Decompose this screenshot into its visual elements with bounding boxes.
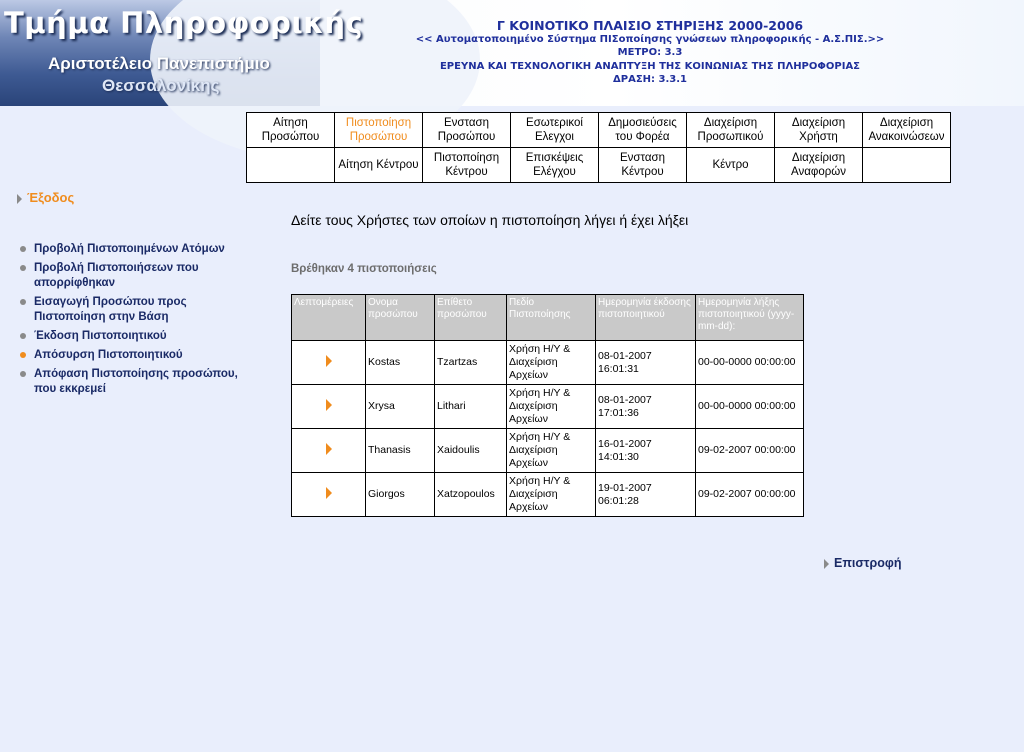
page-title: Δείτε τους Χρήστες των οποίων η πιστοποίηση λήγει ή έχει λήξει <box>291 212 689 228</box>
last-name-cell: Tzartzas <box>435 341 507 385</box>
details-cell[interactable] <box>292 473 366 517</box>
details-cell[interactable] <box>292 429 366 473</box>
sidebar-item-add-person[interactable]: Εισαγωγή Προσώπου προς Πιστοποίηση στην Βάση <box>20 295 240 325</box>
menu-center[interactable]: Κέντρο <box>687 148 775 183</box>
issue-date-cell: 08-01-2007 17:01:36 <box>596 385 696 429</box>
logo-city: Θεσσαλονίκης <box>102 76 220 95</box>
department-logo <box>0 0 364 106</box>
menu-audit-visits[interactable]: Επισκέψεις Ελέγχου <box>511 148 599 183</box>
sidebar-item-withdraw-certificate[interactable]: Απόσυρση Πιστοποιητικού <box>20 348 240 363</box>
details-arrow-icon[interactable] <box>326 443 332 455</box>
menu-announcements-management[interactable]: Διαχείριση Ανακοινώσεων <box>863 113 951 148</box>
expiry-date-cell: 00-00-0000 00:00:00 <box>696 341 804 385</box>
expiry-date-cell: 00-00-0000 00:00:00 <box>696 385 804 429</box>
first-name-cell: Thanasis <box>366 429 435 473</box>
bullet-icon <box>20 246 26 252</box>
menu-center-certification[interactable]: Πιστοποίηση Κέντρου <box>423 148 511 183</box>
menu-empty-cell <box>247 148 335 183</box>
menu-person-objection[interactable]: Ενσταση Προσώπου <box>423 113 511 148</box>
table-row <box>292 385 804 429</box>
bullet-icon <box>20 371 26 377</box>
research-title: ΕΡΕΥΝΑ ΚΑΙ ΤΕΧΝΟΛΟΓΙΚΗ ΑΝΑΠΤΥΞΗ ΤΗΣ ΚΟΙΝΩΝΙΑΣ ΤΗΣ ΠΛΗΡΟΦΟΡΙΑΣ <box>439 60 861 72</box>
column-header: Πεδίο Πιστοποίησης <box>507 295 596 341</box>
column-header: Λεπτομέρειες <box>292 295 366 341</box>
menu-center-objection[interactable]: Ενσταση Κέντρου <box>599 148 687 183</box>
table-row <box>292 429 804 473</box>
arrow-right-icon <box>824 559 829 569</box>
details-arrow-icon[interactable] <box>326 355 332 367</box>
first-name-cell: Giorgos <box>366 473 435 517</box>
back-label: Επιστροφή <box>834 556 902 570</box>
arrow-right-icon <box>17 194 22 204</box>
menu-reports-management[interactable]: Διαχείριση Αναφορών <box>775 148 863 183</box>
results-count: Βρέθηκαν 4 πιστοποιήσεις <box>291 263 437 275</box>
back-link[interactable] <box>824 556 901 570</box>
sidebar-item-pending-decision[interactable]: Απόφαση Πιστοποίησης προσώπου, που εκκρεμεί <box>20 367 240 397</box>
field-cell: Χρήση Η/Υ & Διαχείριση Αρχείων <box>507 429 596 473</box>
expiry-date-cell: 09-02-2007 00:00:00 <box>696 429 804 473</box>
action: ΔΡΑΣΗ: 3.3.1 <box>613 74 687 85</box>
menu-person-application[interactable]: Αίτηση Προσώπου <box>247 113 335 148</box>
issue-date-cell: 19-01-2007 06:01:28 <box>596 473 696 517</box>
details-arrow-icon[interactable] <box>326 487 332 499</box>
issue-date-cell: 16-01-2007 14:01:30 <box>596 429 696 473</box>
program-info <box>370 19 930 87</box>
sidebar-item-issue-certificate[interactable]: Έκδοση Πιστοποιητικού <box>20 329 240 344</box>
column-header: Επίθετο προσώπου <box>435 295 507 341</box>
logout-link[interactable] <box>17 190 74 205</box>
menu-center-application[interactable]: Αίτηση Κέντρου <box>335 148 423 183</box>
table-row <box>292 341 804 385</box>
bullet-icon <box>20 299 26 305</box>
system-name: << Αυτοματοποιημένο Σύστημα ΠΙΣοποίησης γνώσεων πληροφορικής - Α.Σ.ΠΙΣ.>> <box>415 33 885 45</box>
page-header <box>0 0 1024 106</box>
sidebar-nav <box>20 242 240 401</box>
column-header: Ονομα προσώπου <box>366 295 435 341</box>
bullet-icon <box>20 333 26 339</box>
expiry-date-cell: 09-02-2007 00:00:00 <box>696 473 804 517</box>
program-title: Γ ΚΟΙΝΟΤΙΚΟ ΠΛΑΙΣΙΟ ΣΤΗΡΙΞΗΣ 2000-2006 <box>496 18 804 33</box>
menu-empty-cell <box>863 148 951 183</box>
menu-user-management[interactable]: Διαχείριση Χρήστη <box>775 113 863 148</box>
column-header: Ημερομηνία έκδοσης πιστοποιητικού <box>596 295 696 341</box>
measure: ΜΕΤΡΟ: 3.3 <box>617 47 683 58</box>
details-cell[interactable] <box>292 385 366 429</box>
last-name-cell: Lithari <box>435 385 507 429</box>
first-name-cell: Kostas <box>366 341 435 385</box>
menu-staff-management[interactable]: Διαχείριση Προσωπικού <box>687 113 775 148</box>
bullet-icon <box>20 352 26 358</box>
column-header: Ημερομηνία λήξης πιστοποιητικού (yyyy-mm-dd): <box>696 295 804 341</box>
certifications-table <box>291 294 804 517</box>
last-name-cell: Xaidoulis <box>435 429 507 473</box>
bullet-icon <box>20 265 26 271</box>
field-cell: Χρήση Η/Υ & Διαχείριση Αρχείων <box>507 341 596 385</box>
details-cell[interactable] <box>292 341 366 385</box>
table-header-row <box>292 295 804 341</box>
field-cell: Χρήση Η/Υ & Διαχείριση Αρχείων <box>507 385 596 429</box>
sidebar-item-view-certified[interactable]: Προβολή Πιστοποιημένων Ατόμων <box>20 242 240 257</box>
details-arrow-icon[interactable] <box>326 399 332 411</box>
menu-person-certification[interactable]: Πιστοποίηση Προσώπου <box>335 113 423 148</box>
menu-publications[interactable]: Δημοσιεύσεις του Φορέα <box>599 113 687 148</box>
logout-label: Έξοδος <box>27 190 75 205</box>
menu-internal-audits[interactable]: Εσωτερικοί Ελεγχοι <box>511 113 599 148</box>
first-name-cell: Xrysa <box>366 385 435 429</box>
table-row <box>292 473 804 517</box>
field-cell: Χρήση Η/Υ & Διαχείριση Αρχείων <box>507 473 596 517</box>
logo-title: Τμήμα Πληροφορικής <box>4 6 364 40</box>
last-name-cell: Xatzopoulos <box>435 473 507 517</box>
main-menu <box>246 112 951 183</box>
logo-university: Αριστοτέλειο Πανεπιστήμιο <box>48 54 270 73</box>
issue-date-cell: 08-01-2007 16:01:31 <box>596 341 696 385</box>
sidebar-item-view-rejected[interactable]: Προβολή Πιστοποιήσεων που απορρίφθηκαν <box>20 261 240 291</box>
